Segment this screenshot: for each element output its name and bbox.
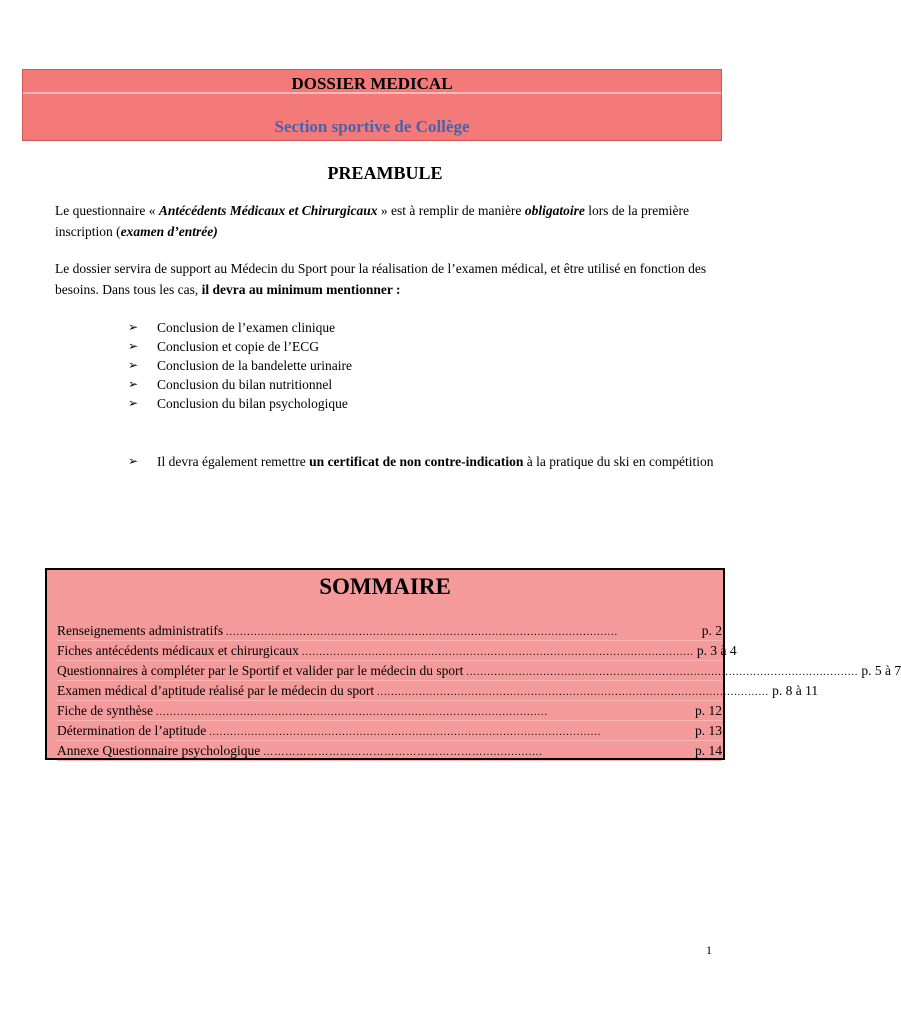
arrow-bullet-icon: ➢: [128, 377, 139, 391]
list-item: ➢ Conclusion du bilan nutritionnel: [128, 377, 333, 392]
toc-row: Détermination de l’aptitude ................................................................................................................ p. 13: [57, 721, 722, 741]
arrow-bullet-icon: ➢: [128, 339, 139, 353]
dot-leader: ................................................................................................................: [209, 727, 602, 738]
toc-row: Fiche de synthèse ................................................................................................................ p. 12: [57, 701, 722, 721]
toc-page: p. 3 à 4: [696, 643, 737, 658]
list-item: ➢ Conclusion de la bandelette urinaire: [128, 358, 352, 373]
toc-page: p. 2: [701, 623, 722, 638]
examen-entree-emphasis: examen d’entrée): [120, 224, 218, 239]
document-title: DOSSIER MEDICAL: [291, 74, 453, 93]
dot-leader: …………………………………………………….................: [263, 747, 543, 758]
arrow-bullet-icon: ➢: [128, 396, 139, 410]
toc-page: p. 12: [695, 703, 722, 718]
questionnaire-name: Antécédents Médicaux et Chirurgicaux: [158, 203, 378, 218]
preamble-paragraph-1: Le questionnaire « Antécédents Médicaux et Chirurgicaux » est à remplir de manière obligatoire lors de la première inscription (examen d’entrée): [55, 203, 690, 239]
preamble-heading: PREAMBULE: [327, 163, 443, 183]
toc-row: Renseignements administratifs ................................................................................................................ p. 2: [57, 621, 722, 641]
dot-leader: ................................................................................................................: [466, 667, 859, 678]
list-item: ➢ Conclusion du bilan psychologique: [128, 396, 348, 411]
table-of-contents: [57, 621, 901, 761]
dot-leader: ................................................................................................................: [377, 687, 770, 698]
arrow-bullet-icon: ➢: [128, 454, 139, 468]
certificat-emphasis: un certificat de non contre-indication: [309, 454, 524, 469]
toc-row: Examen médical d’aptitude réalisé par le médecin du sport ................................................................................................................ p. 8 à 11: [57, 681, 722, 701]
list-item: ➢ Conclusion de l’examen clinique: [128, 320, 336, 335]
obligatoire-emphasis: obligatoire: [524, 203, 585, 218]
toc-row: Questionnaires à compléter par le Sportif et valider par le médecin du sport ................................................................................................................ p. 5 à 7: [57, 661, 722, 681]
dot-leader: ................................................................................................................: [155, 707, 548, 718]
sommaire-box: [45, 568, 901, 760]
toc-page: p. 5 à 7: [861, 663, 901, 678]
page-number: 1: [706, 943, 712, 957]
arrow-bullet-icon: ➢: [128, 358, 139, 372]
conclusion-list: [128, 318, 352, 413]
list-item: ➢ Conclusion et copie de l’ECG: [128, 339, 319, 354]
dot-leader: ................................................................................................................: [301, 647, 694, 658]
preamble-paragraph-2: Le dossier servira de support au Médecin du Sport pour la réalisation de l’examen médical, et être utilisé en fonction des besoins. Dans tous les cas, il devra au minimum mentionner :: [55, 261, 707, 297]
arrow-bullet-icon: ➢: [128, 320, 139, 334]
toc-page: p. 8 à 11: [772, 683, 819, 698]
document-subtitle: Section sportive de Collège: [274, 117, 470, 136]
toc-page: p. 13: [695, 723, 722, 738]
toc-row: Annexe Questionnaire psychologique ……………………………………………………................. p. 14: [57, 741, 722, 761]
dot-leader: ................................................................................................................: [226, 627, 619, 638]
toc-row: Fiches antécédents médicaux et chirurgicaux ................................................................................................................ p. 3 à 4: [57, 641, 722, 661]
header-box: [22, 69, 722, 141]
certificat-item: ➢ Il devra également remettre un certificat de non contre-indication à la pratique du ski en compétition: [128, 454, 714, 469]
toc-page: p. 14: [695, 743, 722, 758]
mention-emphasis: il devra au minimum mentionner :: [201, 282, 401, 297]
sommaire-heading: SOMMAIRE: [319, 574, 451, 599]
